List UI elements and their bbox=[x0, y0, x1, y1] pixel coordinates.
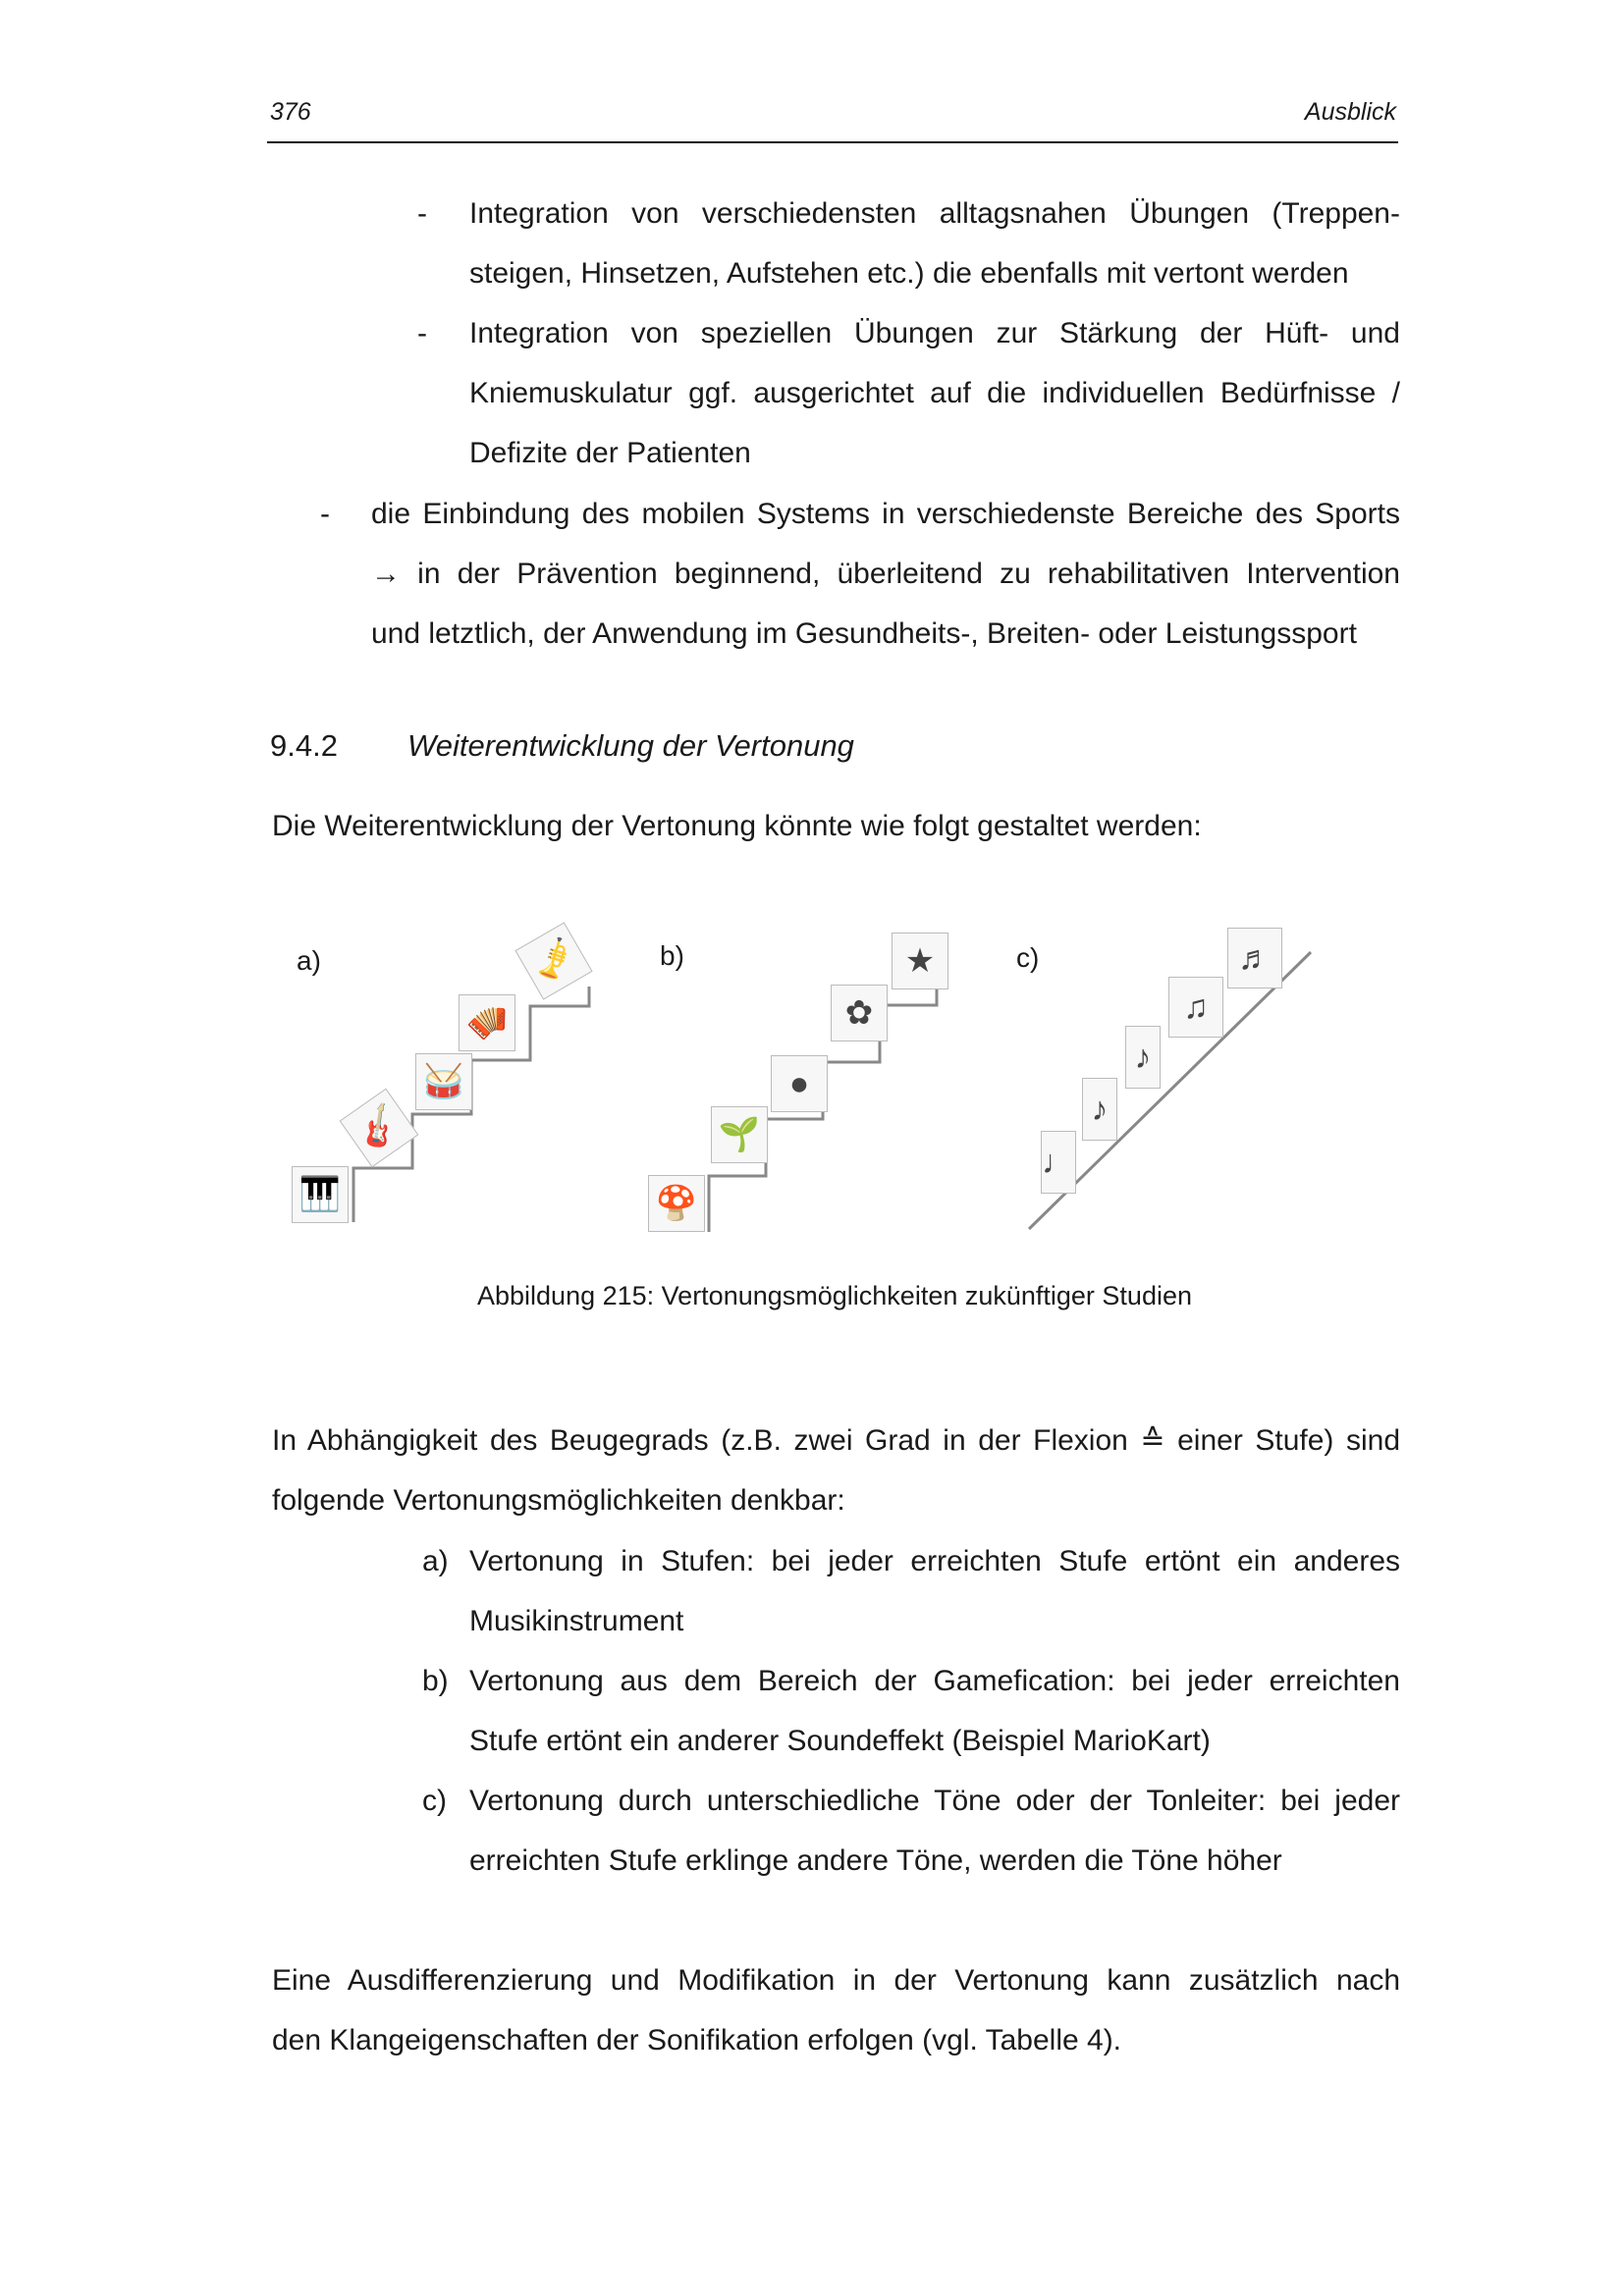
option-label: c) bbox=[422, 1785, 447, 1817]
option-label: a) bbox=[422, 1545, 449, 1577]
quarter-note-icon: ♩ bbox=[1041, 1131, 1076, 1194]
option-line: Vertonung aus dem Bereich der Gamefication: bei jeder erreichten bbox=[469, 1665, 1400, 1697]
beamed-notes-icon: ♫ bbox=[1168, 977, 1223, 1038]
bullet-line: steigen, Hinsetzen, Aufstehen etc.) die ebenfalls mit vertont werden bbox=[469, 257, 1349, 290]
figure-label-b: b) bbox=[660, 940, 684, 971]
option-line: Stufe ertönt ein anderer Soundeffekt (Beispiel MarioKart) bbox=[469, 1725, 1211, 1757]
star-icon: ★ bbox=[892, 933, 948, 989]
bullet-line: → in der Prävention beginnend, überleitend zu rehabilitativen Intervention bbox=[371, 558, 1400, 590]
bullet-line: Integration von verschiedensten alltagsnahen Übungen (Treppen- bbox=[469, 197, 1400, 230]
figure-label-a: a) bbox=[297, 945, 321, 976]
paragraph-line: In Abhängigkeit des Beugegrads (z.B. zwei Grad in der Flexion ≙ einer Stufe) sind bbox=[272, 1424, 1400, 1457]
option-line: erreichten Stufe erklinge andere Töne, werden die Töne höher bbox=[469, 1844, 1282, 1877]
option-line: Vertonung in Stufen: bei jeder erreichten Stufe ertönt ein anderes bbox=[469, 1545, 1400, 1577]
bullet-dash: - bbox=[320, 498, 330, 530]
bullet-line: und letztlich, der Anwendung im Gesundheits-, Breiten- oder Leistungssport bbox=[371, 617, 1357, 650]
trumpet-icon: 🎺 bbox=[514, 922, 592, 999]
option-line: Vertonung durch unterschiedliche Töne oder der Tonleiter: bei jeder bbox=[469, 1785, 1400, 1817]
accordion-icon: 🪗 bbox=[459, 994, 515, 1051]
page-number: 376 bbox=[270, 98, 311, 126]
paragraph-line: folgende Vertonungsmöglichkeiten denkbar: bbox=[272, 1484, 845, 1517]
mushroom-icon: 🍄 bbox=[648, 1175, 705, 1232]
piano-icon: 🎹 bbox=[292, 1166, 349, 1223]
bullet-line: Integration von speziellen Übungen zur Stärkung der Hüft- und bbox=[469, 317, 1400, 349]
bullet-line: Defizite der Patienten bbox=[469, 437, 751, 469]
running-title: Ausblick bbox=[1304, 98, 1396, 126]
beamed-notes-icon: ♬ bbox=[1227, 928, 1282, 988]
option-label: b) bbox=[422, 1665, 449, 1697]
section-title: Weiterentwicklung der Vertonung bbox=[407, 728, 854, 763]
sixteenth-note-icon: ♪ bbox=[1125, 1026, 1161, 1089]
figure-label-c: c) bbox=[1016, 942, 1040, 973]
bullet-dash: - bbox=[417, 317, 427, 349]
eighth-note-icon: ♪ bbox=[1082, 1078, 1117, 1141]
paragraph-line: Eine Ausdifferenzierung und Modifikation in der Vertonung kann zusätzlich nach bbox=[272, 1964, 1400, 1997]
fire-flower-icon: ✿ bbox=[831, 985, 888, 1041]
guitar-icon: 🎸 bbox=[340, 1089, 419, 1168]
figure-caption: Abbildung 215: Vertonungsmöglichkeiten zukünftiger Studien bbox=[477, 1281, 1192, 1310]
paragraph-line: den Klangeigenschaften der Sonifikation erfolgen (vgl. Tabelle 4). bbox=[272, 2024, 1122, 2056]
bullet-dash: - bbox=[417, 197, 427, 230]
option-line: Musikinstrument bbox=[469, 1605, 684, 1637]
bullet-line: Kniemuskulatur ggf. ausgerichtet auf die individuellen Bedürfnisse / bbox=[469, 377, 1400, 409]
coin-icon: ● bbox=[771, 1055, 828, 1112]
piranha-plant-icon: 🌱 bbox=[711, 1106, 768, 1163]
drum-icon: 🥁 bbox=[415, 1053, 472, 1110]
section-number: 9.4.2 bbox=[270, 728, 338, 763]
bullet-line: die Einbindung des mobilen Systems in verschiedenste Bereiche des Sports bbox=[371, 498, 1400, 530]
intro-paragraph: Die Weiterentwicklung der Vertonung könnte wie folgt gestaltet werden: bbox=[272, 810, 1202, 842]
